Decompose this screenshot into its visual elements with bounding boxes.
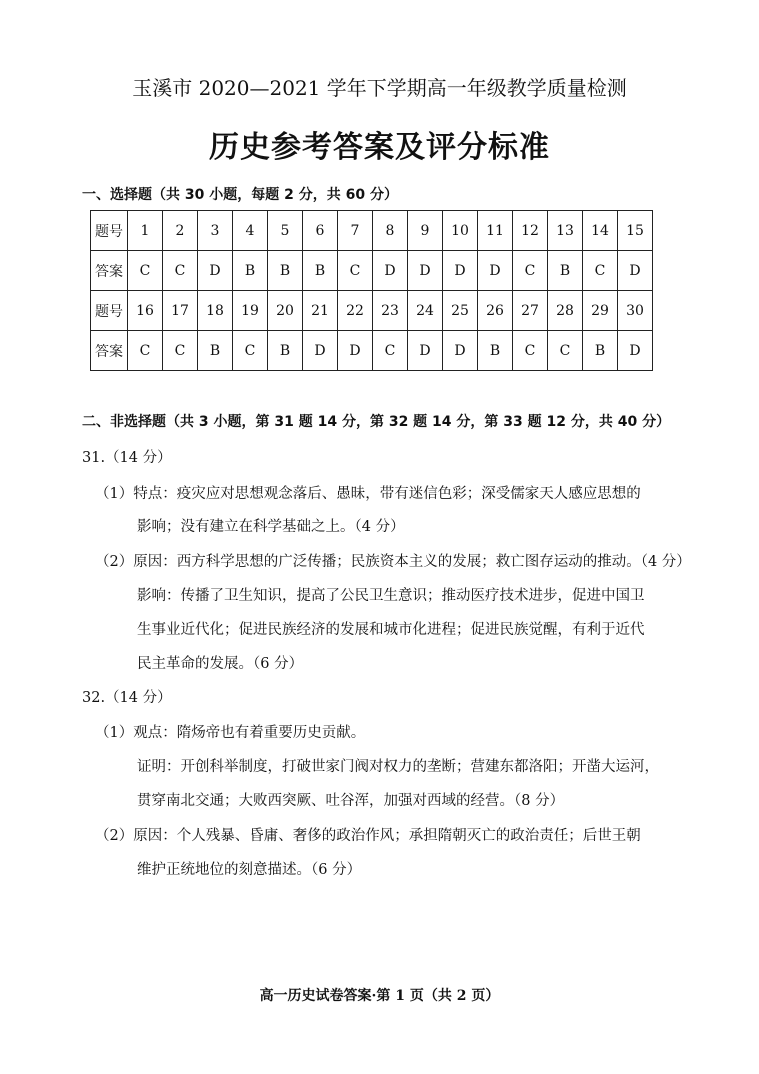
table-row (91, 211, 653, 251)
answer-cell: D (408, 331, 443, 371)
q31-part1-line: 影响；没有建立在科学基础之上。（4 分） (137, 519, 405, 535)
answer-cell: C (128, 251, 163, 291)
q32-part1-line: （1）观点：隋炀帝也有着重要历史贡献。 (95, 725, 366, 741)
page-footer: 高一历史试卷答案·第 1 页（共 2 页） (259, 988, 500, 1004)
question-number-cell: 21 (303, 291, 338, 331)
answer-cell: B (268, 251, 303, 291)
row-label-number: 题号 (91, 291, 128, 331)
answer-cell: B (478, 331, 513, 371)
answer-cell: B (583, 331, 618, 371)
question-number-cell: 24 (408, 291, 443, 331)
q32-part1-line: 证明：开创科举制度，打破世家门阀对权力的垄断；营建东都洛阳；开凿大运河， (137, 759, 659, 775)
table-row (91, 251, 653, 291)
document-subtitle: 历史参考答案及评分标准 (209, 130, 550, 165)
q31-heading: 31.（14 分） (82, 450, 172, 466)
answer-cell: B (303, 251, 338, 291)
q32-part1-line: 贯穿南北交通；大败西突厥、吐谷浑，加强对西域的经营。（8 分） (137, 793, 565, 809)
answer-cell: D (618, 251, 653, 291)
answer-cell: D (198, 251, 233, 291)
table-row (91, 291, 653, 331)
question-number-cell: 18 (198, 291, 233, 331)
question-number-cell: 10 (443, 211, 478, 251)
answer-table (90, 210, 653, 371)
answer-cell: B (268, 331, 303, 371)
question-number-cell: 30 (618, 291, 653, 331)
row-label-number: 题号 (91, 211, 128, 251)
question-number-cell: 11 (478, 211, 513, 251)
question-number-cell: 14 (583, 211, 618, 251)
question-number-cell: 5 (268, 211, 303, 251)
answer-cell: C (128, 331, 163, 371)
question-number-cell: 2 (163, 211, 198, 251)
answer-cell: C (163, 331, 198, 371)
question-number-cell: 8 (373, 211, 408, 251)
q31-part2-line: （2）原因：西方科学思想的广泛传播；民族资本主义的发展；救亡图存运动的推动。（4 分） (95, 554, 691, 570)
answer-cell: D (373, 251, 408, 291)
answer-cell: D (618, 331, 653, 371)
answer-cell: C (513, 251, 548, 291)
section1-heading: 一、选择题（共 30 小题，每题 2 分，共 60 分） (82, 187, 398, 203)
question-number-cell: 16 (128, 291, 163, 331)
question-number-cell: 26 (478, 291, 513, 331)
answer-cell: D (338, 331, 373, 371)
question-number-cell: 19 (233, 291, 268, 331)
answer-cell: B (233, 251, 268, 291)
question-number-cell: 9 (408, 211, 443, 251)
answer-cell: C (583, 251, 618, 291)
question-number-cell: 15 (618, 211, 653, 251)
question-number-cell: 3 (198, 211, 233, 251)
question-number-cell: 4 (233, 211, 268, 251)
answer-cell: C (338, 251, 373, 291)
q31-part2-line: 民主革命的发展。（6 分） (137, 656, 304, 672)
q31-part1-line: （1）特点：疫灾应对思想观念落后、愚昧，带有迷信色彩；深受儒家天人感应思想的 (95, 486, 641, 502)
question-number-cell: 12 (513, 211, 548, 251)
question-number-cell: 7 (338, 211, 373, 251)
q32-part2-line: 维护正统地位的刻意描述。（6 分） (137, 862, 362, 878)
question-number-cell: 22 (338, 291, 373, 331)
answer-cell: D (303, 331, 338, 371)
answer-cell: C (548, 331, 583, 371)
question-number-cell: 27 (513, 291, 548, 331)
question-number-cell: 20 (268, 291, 303, 331)
document-title: 玉溪市 2020—2021 学年下学期高一年级教学质量检测 (132, 76, 627, 100)
q32-part2-line: （2）原因：个人残暴、昏庸、奢侈的政治作风；承担隋朝灭亡的政治责任；后世王朝 (95, 828, 641, 844)
table-row (91, 331, 653, 371)
answer-cell: C (373, 331, 408, 371)
question-number-cell: 6 (303, 211, 338, 251)
answer-cell: D (443, 331, 478, 371)
question-number-cell: 28 (548, 291, 583, 331)
question-number-cell: 25 (443, 291, 478, 331)
question-number-cell: 29 (583, 291, 618, 331)
answer-cell: D (478, 251, 513, 291)
q32-heading: 32.（14 分） (82, 690, 172, 706)
answer-cell: D (443, 251, 478, 291)
answer-cell: D (408, 251, 443, 291)
answer-cell: B (198, 331, 233, 371)
question-number-cell: 13 (548, 211, 583, 251)
answer-cell: C (233, 331, 268, 371)
answer-cell: C (163, 251, 198, 291)
q31-part2-line: 影响：传播了卫生知识，提高了公民卫生意识；推动医疗技术进步，促进中国卫 (137, 588, 645, 604)
row-label-answer: 答案 (91, 331, 128, 371)
answer-cell: B (548, 251, 583, 291)
question-number-cell: 23 (373, 291, 408, 331)
question-number-cell: 1 (128, 211, 163, 251)
q31-part2-line: 生事业近代化；促进民族经济的发展和城市化进程；促进民族觉醒，有利于近代 (137, 622, 645, 638)
row-label-answer: 答案 (91, 251, 128, 291)
answer-cell: C (513, 331, 548, 371)
section2-heading: 二、非选择题（共 3 小题，第 31 题 14 分，第 32 题 14 分，第 33 题 12 分，共 40 分） (82, 414, 671, 430)
question-number-cell: 17 (163, 291, 198, 331)
